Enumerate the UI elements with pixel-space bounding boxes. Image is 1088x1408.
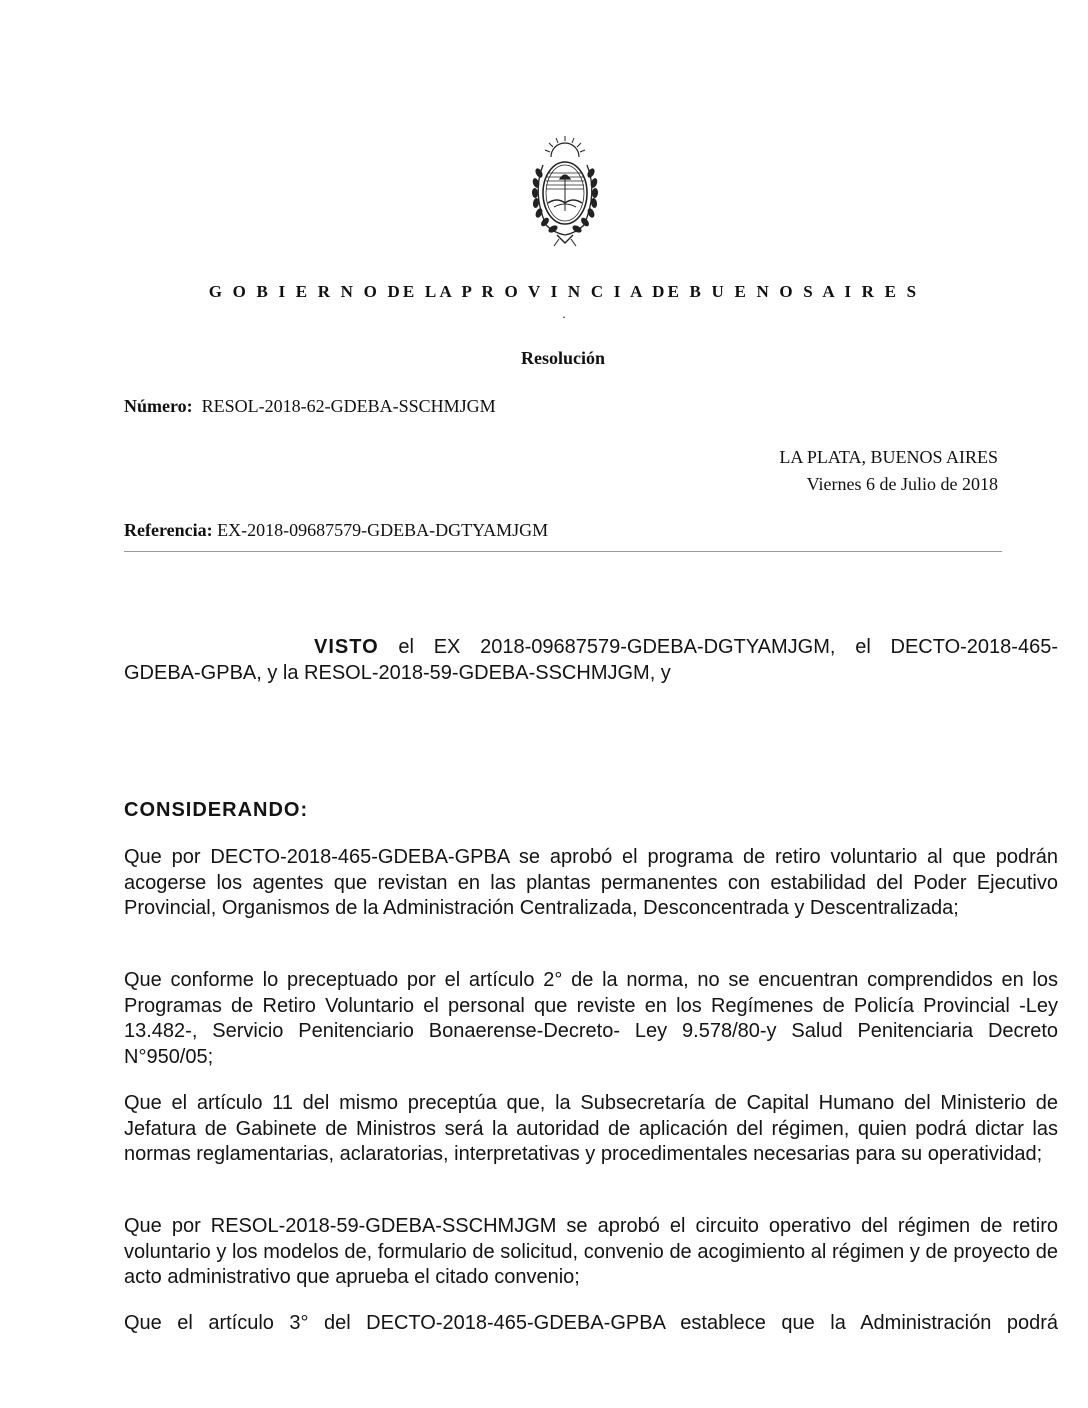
heading-dot: . — [562, 306, 566, 321]
visto-text: el EX 2018-09687579-GDEBA-DGTYAMJGM, el DECTO-2018-465-GDEBA-GPBA, y la RESOL-2018-59-GDEBA-SSCHMJGM, y — [124, 636, 1058, 684]
city: LA PLATA, BUENOS AIRES — [779, 447, 998, 467]
header-divider — [124, 551, 1002, 552]
considerando-paragraph: Que el artículo 11 del mismo preceptúa que, la Subsecretaría de Capital Humano del Ministerio de Jefatura de Gabinete de Ministros será la autoridad de aplicación del régimen, quien podrá dictar las normas reglamentarias, aclaratorias, interpretativas y procedimentales necesarias para su operatividad; — [124, 1092, 1058, 1165]
considerando-paragraph: Que por DECTO-2018-465-GDEBA-GPBA se aprobó el programa de retiro voluntario al que podrán acogerse los agentes que revistan en las plantas permanentes con estabilidad del Poder Ejecutivo Provincial, Organismos de la Administración Centralizada, Desconcentrada y Descentralizada; — [124, 846, 1058, 919]
referencia-line — [124, 520, 548, 541]
visto-paragraph — [124, 635, 1058, 686]
date: Viernes 6 de Julio de 2018 — [806, 474, 998, 494]
numero-line — [124, 396, 496, 417]
considerando-paragraph: Que conforme lo preceptuado por el artículo 2° de la norma, no se encuentran comprendidos en los Programas de Retiro Voluntario el personal que reviste en los Regímenes de Policía Provincial -Ley 13.482-, Servicio Penitenciario Bonaerense-Decreto- Ley 9.578/80-y Salud Penitenciaria Decreto N°950/05; — [124, 969, 1058, 1068]
referencia-value: EX-2018-09687579-GDEBA-DGTYAMJGM — [217, 520, 549, 540]
considerando-heading: CONSIDERANDO: — [124, 799, 309, 821]
government-heading: G O B I E R N O DE LA P R O V I N C I A DE B U E N O S A I R E S — [208, 282, 920, 301]
visto-label: VISTO — [314, 636, 379, 658]
considerando-paragraph: Que por RESOL-2018-59-GDEBA-SSCHMJGM se aprobó el circuito operativo del régimen de retiro voluntario y los modelos de, formulario de solicitud, convenio de acogimiento al régimen y de proyecto de acto administrativo que aprueba el citado convenio; — [124, 1215, 1058, 1288]
coat-of-arms-icon — [524, 133, 606, 247]
considerando-paragraph: Que el artículo 3° del DECTO-2018-465-GDEBA-GPBA establece que la Administración podrá — [124, 1312, 1058, 1334]
numero-label: Número: — [124, 396, 193, 416]
numero-value: RESOL-2018-62-GDEBA-SSCHMJGM — [201, 396, 496, 416]
document-type: Resolución — [520, 348, 605, 368]
referencia-label: Referencia: — [124, 520, 213, 540]
